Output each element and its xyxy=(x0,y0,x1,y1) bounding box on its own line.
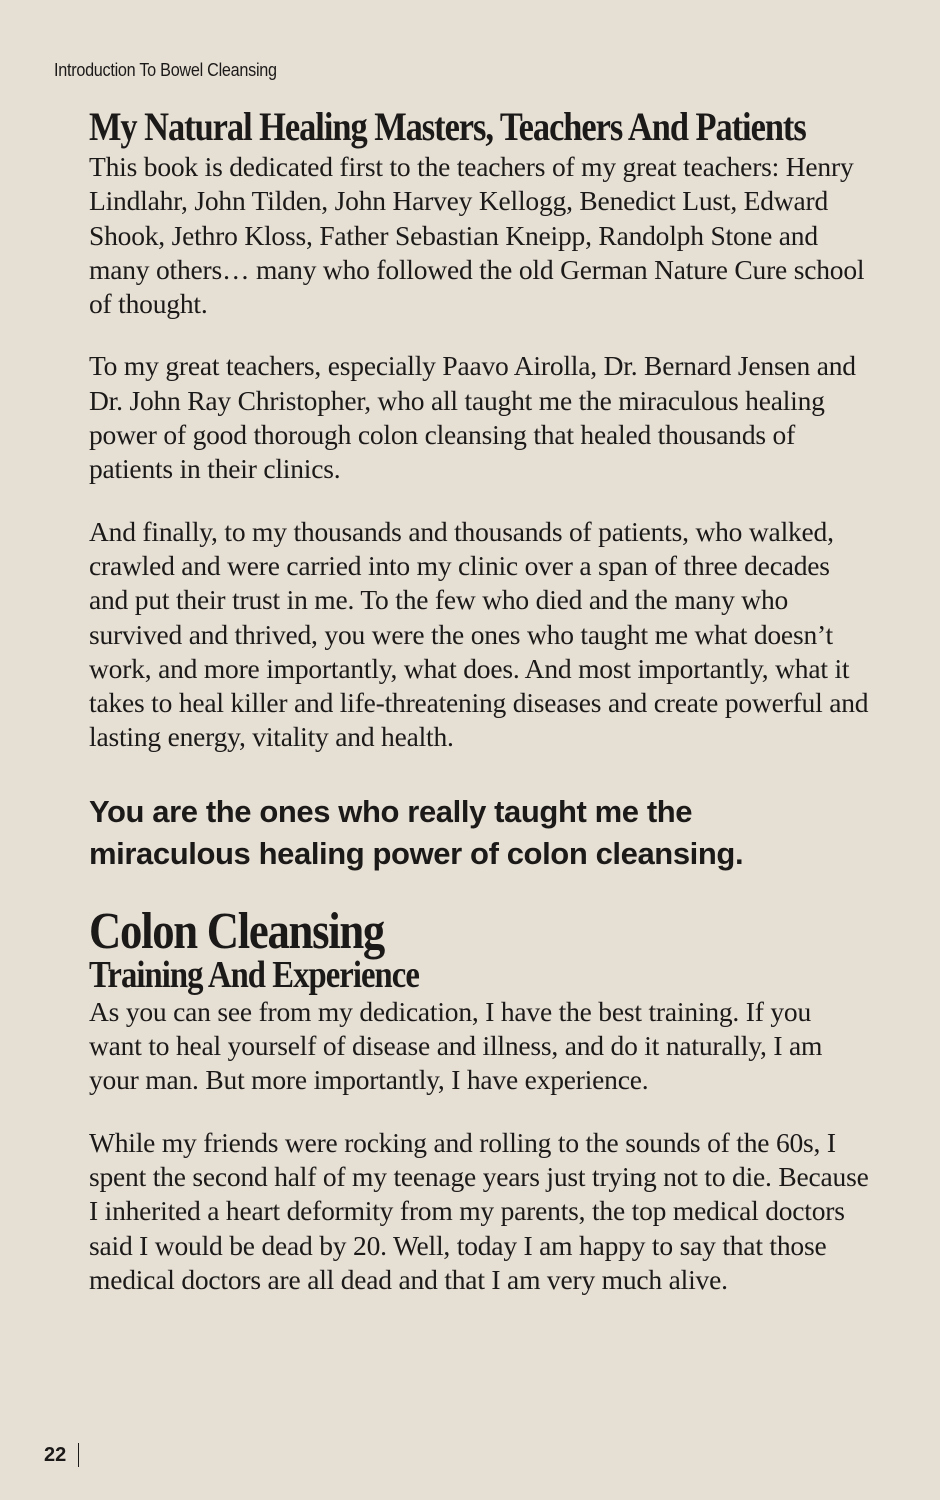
running-header: Introduction To Bowel Cleansing xyxy=(54,60,277,80)
colon-cleansing-heading: Colon Cleansing xyxy=(89,902,385,960)
page-footer xyxy=(44,1442,79,1468)
pull-quote: You are the ones who really taught me the miraculous healing power of colon cleansing. xyxy=(89,793,744,871)
training-experience-subheading: Training And Experience xyxy=(89,953,419,996)
dedication-heading: My Natural Healing Masters, Teachers And Patients xyxy=(89,104,806,149)
colon-paragraph-2: While my friends were rocking and rolling to the sounds of the 60s, I spent the second half of my teenage years just trying not to die. Because I inherited a heart deformity from my parents, the top medical doctors said I would be dead by 20. Well, today I am happy to say that those medical doctors are all dead and that I am very much alive. xyxy=(89,1126,869,1295)
dedication-paragraph-2: To my great teachers, especially Paavo Airolla, Dr. Bernard Jensen and Dr. John Ray Christopher, who all taught me the miraculous healing power of good thorough colon cleansing that healed thousands of patients in their clinics. xyxy=(89,350,856,485)
dedication-paragraph-1: This book is dedicated first to the teachers of my great teachers: Henry Lindlahr, John Tilden, John Harvey Kellogg, Benedict Lust, Edward Shook, Jethro Kloss, Father Sebastian Kneipp, Randolph Stone and many others… many who followed the old German Nature Cure school of thought. xyxy=(89,151,865,320)
footer-divider xyxy=(78,1443,79,1467)
page-number: 22 xyxy=(44,1444,67,1466)
dedication-paragraph-3: And finally, to my thousands and thousands of patients, who walked, crawled and were carried into my clinic over a span of three decades and put their trust in me. To the few who died and the many who survived and thrived, you were the ones who taught me what doesn’t work, and more importantly, what does. And most importantly, what it takes to heal killer and life-threatening diseases and create powerful and lasting energy, vitality and health. xyxy=(89,515,869,753)
page-content xyxy=(89,104,869,1297)
colon-paragraph-1: As you can see from my dedication, I have the best training. If you want to heal yourself of disease and illness, and do it naturally, I am your man. But more importantly, I have experience. xyxy=(89,995,823,1096)
